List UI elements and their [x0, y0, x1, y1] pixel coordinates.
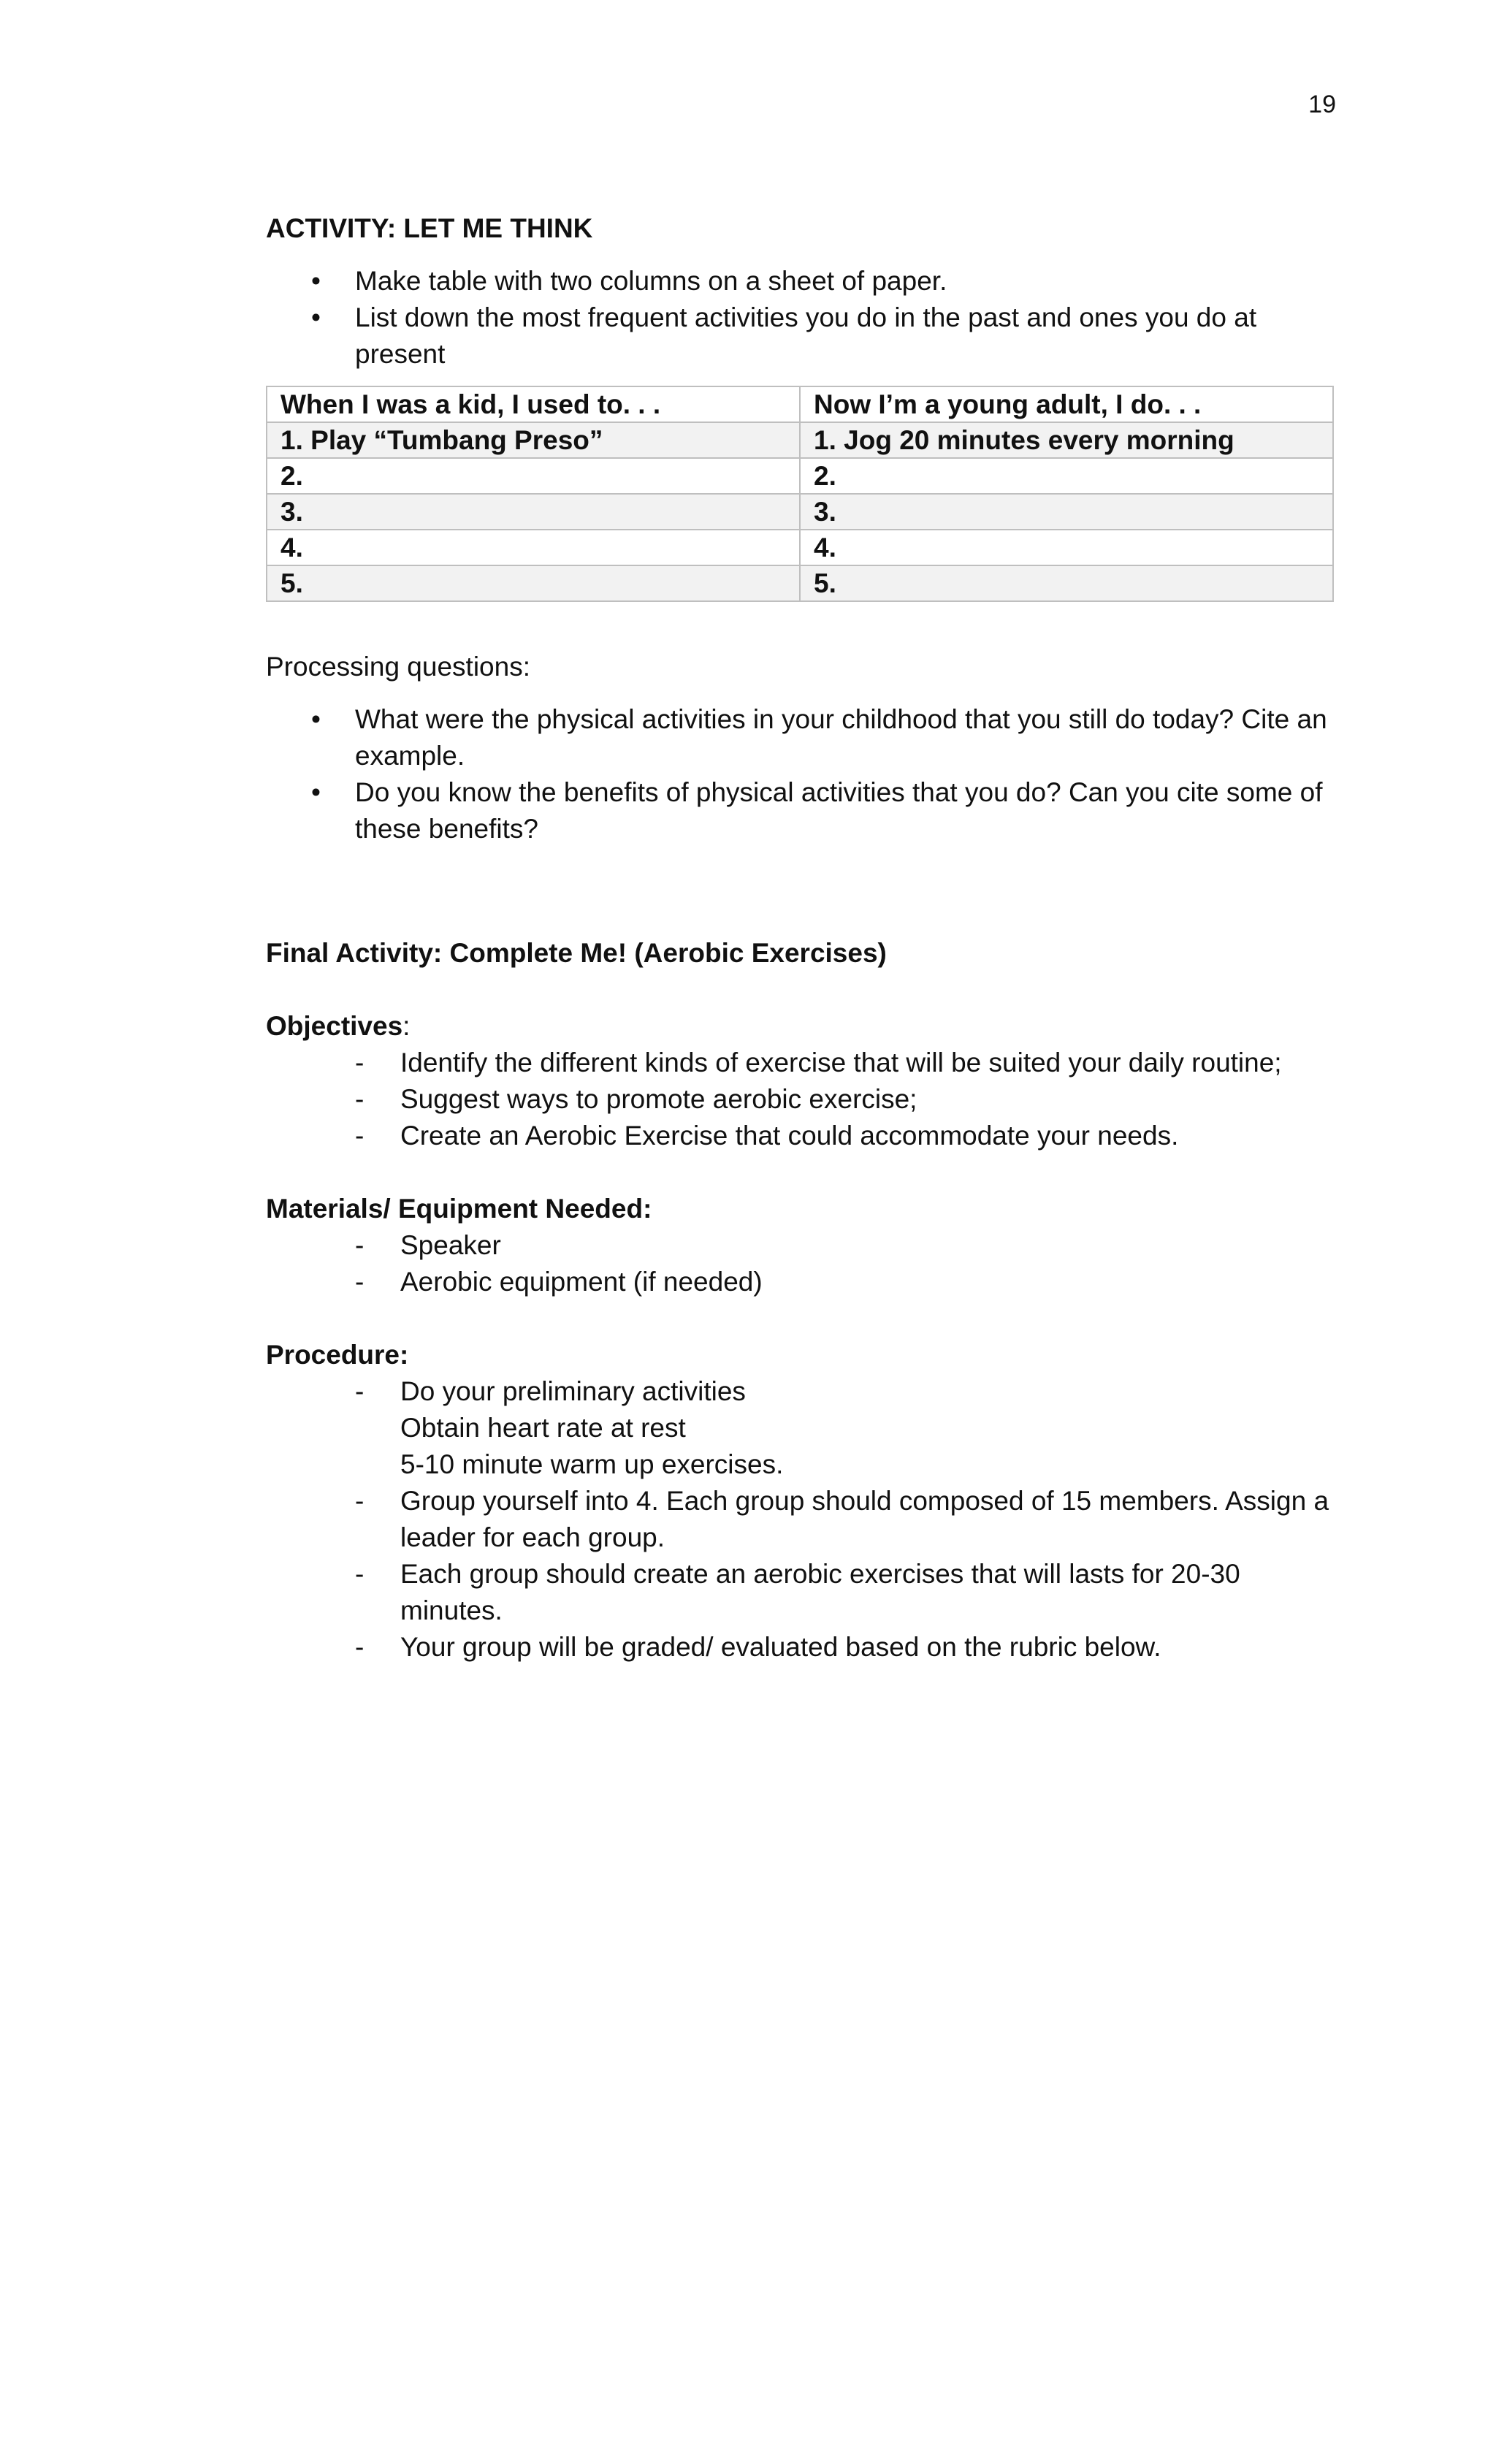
table-cell: 4.	[800, 530, 1333, 565]
materials-list	[266, 1227, 1332, 1300]
list-item: - Group yourself into 4. Each group should composed of 15 members. Assign a leader for each group.	[266, 1483, 1332, 1556]
objectives-list	[266, 1045, 1332, 1154]
dash-icon: -	[355, 1559, 365, 1589]
table-cell: 3.	[800, 494, 1333, 530]
table-row	[267, 422, 1333, 458]
bullet-icon: •	[311, 777, 321, 807]
list-item: - Speaker	[266, 1227, 1332, 1264]
materials-heading: Materials/ Equipment Needed:	[266, 1194, 652, 1224]
list-item: - Aerobic equipment (if needed)	[266, 1264, 1332, 1300]
dash-icon: -	[355, 1121, 365, 1151]
list-item: - Your group will be graded/ evaluated based on the rubric below.	[266, 1629, 1332, 1666]
dash-icon: -	[355, 1084, 365, 1114]
list-item: - Do your preliminary activities	[266, 1373, 1332, 1410]
table-cell: 1. Play “Tumbang Preso”	[267, 422, 800, 458]
objectives-colon: :	[402, 1011, 411, 1041]
table-cell: 3.	[267, 494, 800, 530]
table-cell: 1. Jog 20 minutes every morning	[800, 422, 1333, 458]
table-header-cell: When I was a kid, I used to. . .	[267, 386, 800, 422]
sub-list-item: Obtain heart rate at rest	[400, 1413, 686, 1443]
final-activity-title: Final Activity: Complete Me! (Aerobic Exercises)	[266, 938, 887, 968]
list-item: - Identify the different kinds of exercise that will be suited your daily routine;	[266, 1045, 1332, 1081]
table-cell: 4.	[267, 530, 800, 565]
processing-questions	[266, 701, 1332, 847]
objectives-label: Objectives	[266, 1011, 403, 1041]
table-row	[267, 458, 1333, 494]
list-item: • Do you know the benefits of physical activities that you do? Can you cite some of these benefits?	[266, 774, 1332, 847]
activity-table	[266, 386, 1334, 602]
dash-icon: -	[355, 1376, 365, 1406]
bullet-icon: •	[311, 266, 321, 296]
dash-icon: -	[355, 1267, 365, 1297]
bullet-icon: •	[311, 302, 321, 332]
procedure-heading: Procedure:	[266, 1340, 409, 1370]
table-cell: 5.	[267, 565, 800, 601]
bullet-icon: •	[311, 704, 321, 734]
list-item: - Suggest ways to promote aerobic exercise;	[266, 1081, 1332, 1118]
list-item: - Each group should create an aerobic exercises that will lasts for 20-30 minutes.	[266, 1556, 1332, 1629]
table-cell: 5.	[800, 565, 1333, 601]
dash-icon: -	[355, 1632, 365, 1662]
table-row	[267, 494, 1333, 530]
sub-list-item: 5-10 minute warm up exercises.	[400, 1449, 784, 1479]
list-item: • Make table with two columns on a sheet of paper.	[266, 263, 1332, 300]
processing-label: Processing questions:	[266, 652, 530, 682]
page-number: 19	[1308, 91, 1336, 118]
dash-icon: -	[355, 1048, 365, 1077]
dash-icon: -	[355, 1230, 365, 1260]
document-body	[266, 210, 1332, 1666]
list-item: • List down the most frequent activities you do in the past and ones you do at present	[266, 300, 1332, 373]
procedure-list	[266, 1373, 1332, 1666]
table-cell: 2.	[800, 458, 1333, 494]
list-item: - Create an Aerobic Exercise that could accommodate your needs.	[266, 1118, 1332, 1154]
table-header-cell: Now I’m a young adult, I do. . .	[800, 386, 1333, 422]
activity-instructions	[266, 263, 1332, 373]
objectives-heading	[266, 1008, 1332, 1045]
table-cell: 2.	[267, 458, 800, 494]
table-row	[267, 530, 1333, 565]
table-header-row	[267, 386, 1333, 422]
table-row	[267, 565, 1333, 601]
list-item: • What were the physical activities in your childhood that you still do today? Cite an example.	[266, 701, 1332, 774]
dash-icon: -	[355, 1486, 365, 1516]
activity-title: ACTIVITY: LET ME THINK	[266, 213, 593, 243]
